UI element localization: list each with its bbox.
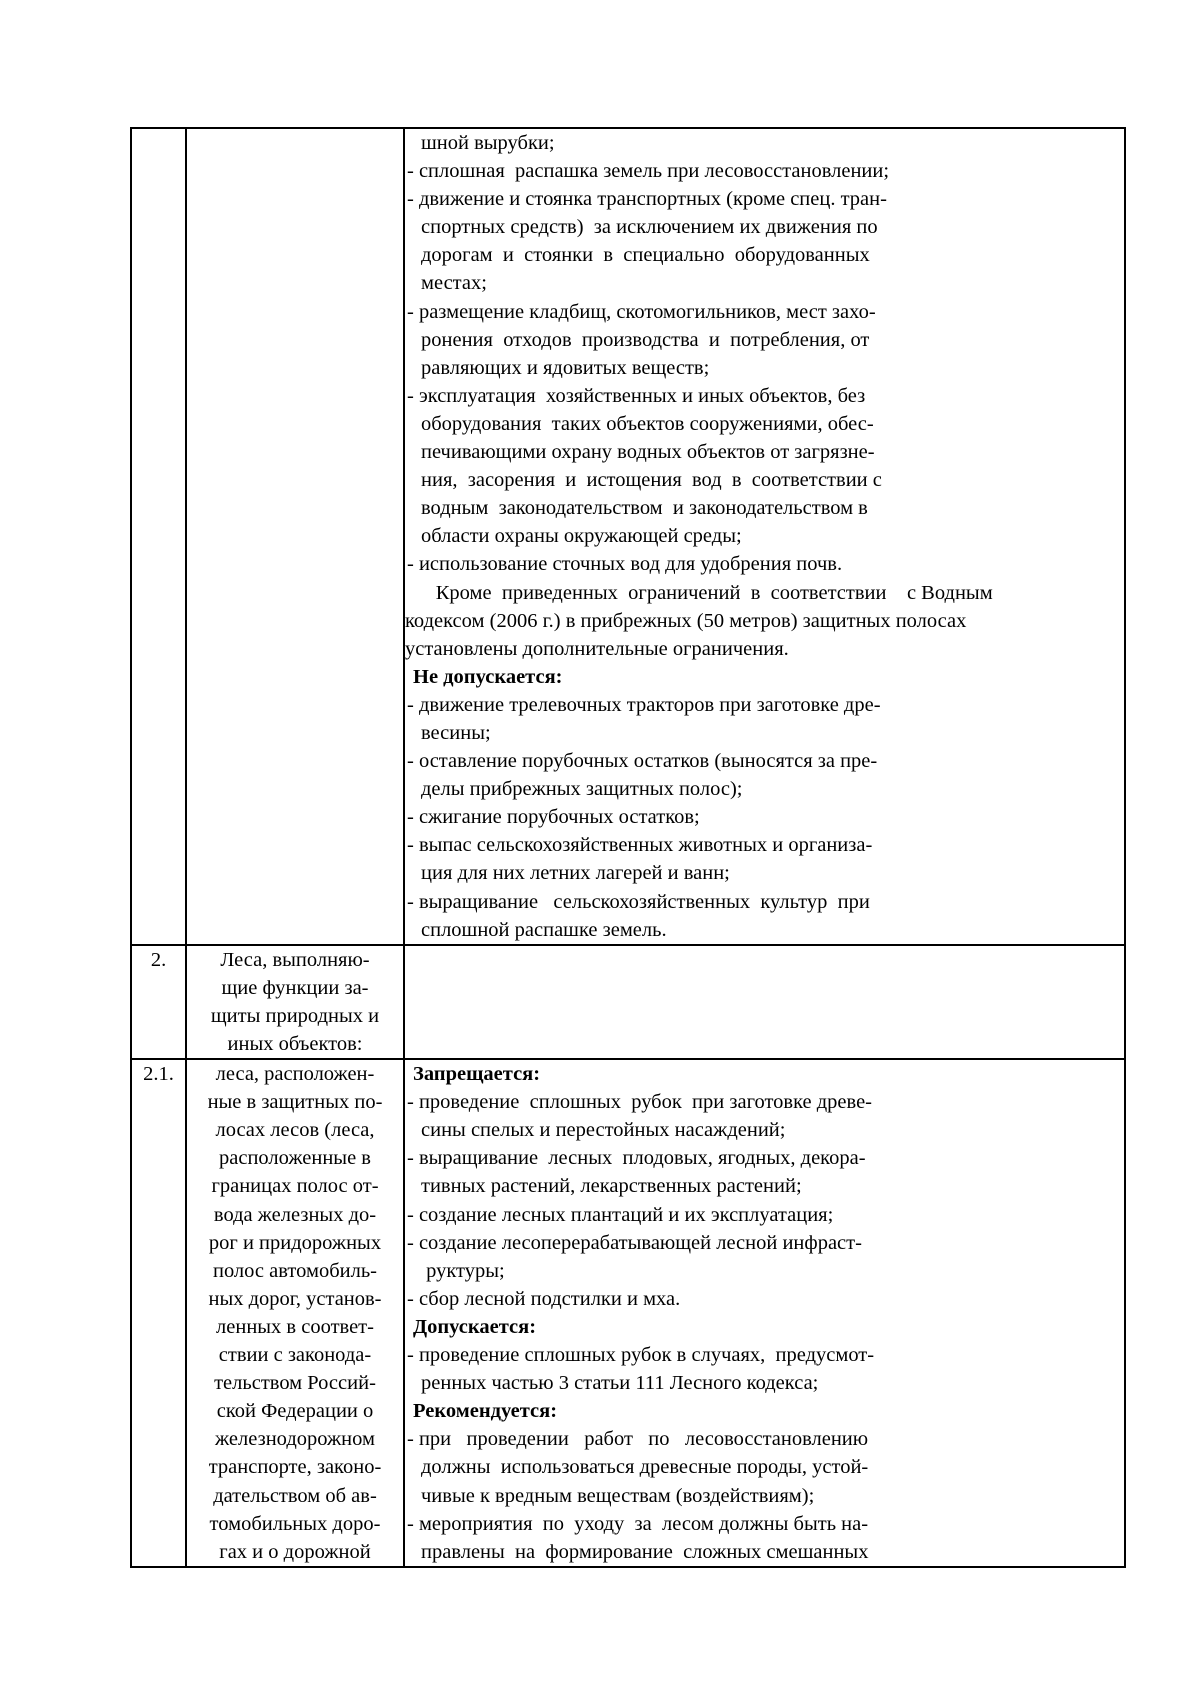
regulations-table <box>130 127 1126 1568</box>
category-text-line: вода железных до- <box>213 1203 377 1226</box>
list-item-line: должны использоваться древесные породы, устой- <box>421 1456 869 1479</box>
list-item-line: - создание лесных плантаций и их эксплуатация; <box>407 1203 834 1226</box>
category-text-line: рог и придорожных <box>208 1231 382 1254</box>
category-text-line: железнодорожном <box>215 1428 375 1451</box>
category-text-line: ствии с законода- <box>218 1344 372 1367</box>
category-text-line: дательством об ав- <box>213 1484 377 1507</box>
category-text-line: гах и о дорожной <box>219 1540 371 1563</box>
category-text-line: границах полос от- <box>211 1175 379 1198</box>
list-item-line: - проведение сплошных рубок в случаях, предусмот- <box>407 1344 875 1367</box>
row-number <box>131 128 186 945</box>
list-item-line: - оставление порубочных остатков (выносятся за пре- <box>407 750 878 773</box>
list-item-line: области охраны окружающей среды; <box>421 525 742 548</box>
category-text-line: леса, расположен- <box>215 1063 375 1086</box>
table-row <box>131 945 1125 1059</box>
list-item-line: местах; <box>421 272 487 295</box>
list-item-line: - выращивание сельскохозяйственных культур при <box>407 890 870 913</box>
paragraph-line: Кроме приведенных ограничений в соответствии с Водным <box>405 581 993 604</box>
list-item-line: водным законодательством и законодательством в <box>421 497 868 520</box>
category-text-line: расположенные в <box>219 1147 371 1170</box>
category-text-line: транспорте, законо- <box>208 1456 382 1479</box>
list-item-line: - сбор лесной подстилки и мха. <box>407 1287 681 1310</box>
category-text-line: томобильных доро- <box>209 1512 381 1535</box>
list-item-line: руктуры; <box>421 1259 505 1282</box>
list-item-line: - эксплуатация хозяйственных и иных объектов, без <box>407 384 866 407</box>
list-item-line: - мероприятия по уходу за лесом должны быть на- <box>407 1512 869 1535</box>
list-item-line: ния, засорения и истощения вод в соответствии с <box>421 469 882 492</box>
row-number: 2.1. <box>131 1059 186 1567</box>
list-item-line: - движение трелевочных тракторов при заготовке дре- <box>407 693 881 716</box>
paragraph-line: кодексом (2006 г.) в прибрежных (50 метров) защитных полосах <box>405 609 967 632</box>
list-item-line: ронения отходов производства и потребления, от <box>421 328 870 351</box>
category-text-line: полос автомобиль- <box>212 1259 377 1282</box>
category-text-line: лосах лесов (леса, <box>215 1119 375 1142</box>
list-item-line: оборудования таких объектов сооружениями, обес- <box>421 412 874 435</box>
list-item-line: правлены на формирование сложных смешанных <box>421 1540 869 1563</box>
list-item-line: - при проведении работ по лесовосстановлению <box>407 1428 869 1451</box>
category-text-line: ных дорог, установ- <box>208 1287 382 1310</box>
forest-category-cell <box>186 128 404 945</box>
list-item-line: сины спелых и перестойных насаждений; <box>421 1119 786 1142</box>
forest-category-cell <box>186 945 404 1059</box>
category-text-line: ленных в соответ- <box>216 1315 374 1338</box>
list-item-line: - сжигание порубочных остатков; <box>407 806 700 829</box>
category-text-line: щиты природных и <box>210 1004 380 1027</box>
list-item-line: - размещение кладбищ, скотомогильников, мест захо- <box>407 300 876 323</box>
section-heading: Не допускается: <box>413 665 563 688</box>
section-heading: Запрещается: <box>413 1063 541 1086</box>
category-text-line: щие функции за- <box>221 976 369 999</box>
category-text-line: тельством Россий- <box>214 1372 376 1395</box>
list-item-line: - выращивание лесных плодовых, ягодных, декора- <box>407 1147 866 1170</box>
table-row <box>131 1059 1125 1567</box>
forest-category-cell <box>186 1059 404 1567</box>
restrictions-cell <box>404 1059 1125 1567</box>
list-item-line: чивые к вредным веществам (воздействиям); <box>421 1484 815 1507</box>
restrictions-cell <box>404 945 1125 1059</box>
category-text-line: ные в защитных по- <box>207 1091 383 1114</box>
list-item-line: равляющих и ядовитых веществ; <box>421 356 710 379</box>
list-item-line: тивных растений, лекарственных растений; <box>421 1175 802 1198</box>
list-item-line: - создание лесоперерабатывающей лесной инфраст- <box>407 1231 862 1254</box>
category-text-line: иных объектов: <box>227 1033 363 1055</box>
list-item-line: - использование сточных вод для удобрения почв. <box>407 553 843 576</box>
list-item-line: шной вырубки; <box>421 132 555 154</box>
list-item-line: делы прибрежных защитных полос); <box>421 778 743 801</box>
list-item-line: сплошной распашке земель. <box>421 918 667 941</box>
list-item-line: печивающими охрану водных объектов от загрязне- <box>421 441 875 464</box>
paragraph-line: установлены дополнительные ограничения. <box>405 637 789 660</box>
list-item-line: спортных средств) за исключением их движения по <box>421 216 878 239</box>
list-item-line: ренных частью 3 статьи 111 Лесного кодекса; <box>421 1372 819 1395</box>
section-heading: Допускается: <box>413 1315 537 1338</box>
restrictions-cell <box>404 128 1125 945</box>
category-text-line: Леса, выполняю- <box>220 948 370 971</box>
list-item-line: - выпас сельскохозяйственных животных и организа- <box>407 834 873 857</box>
category-text-line: ской Федерации о <box>216 1400 374 1423</box>
list-item-line: ция для них летних лагерей и ванн; <box>421 862 730 885</box>
row-number: 2. <box>131 945 186 1059</box>
table-row <box>131 128 1125 945</box>
list-item-line: - проведение сплошных рубок при заготовке древе- <box>407 1091 873 1114</box>
list-item-line: дорогам и стоянки в специально оборудованных <box>421 244 870 267</box>
list-item-line: весины; <box>421 721 491 744</box>
list-item-line: - сплошная распашка земель при лесовосстановлении; <box>407 160 890 183</box>
list-item-line: - движение и стоянка транспортных (кроме спец. тран- <box>407 188 887 211</box>
section-heading: Рекомендуется: <box>413 1400 558 1423</box>
